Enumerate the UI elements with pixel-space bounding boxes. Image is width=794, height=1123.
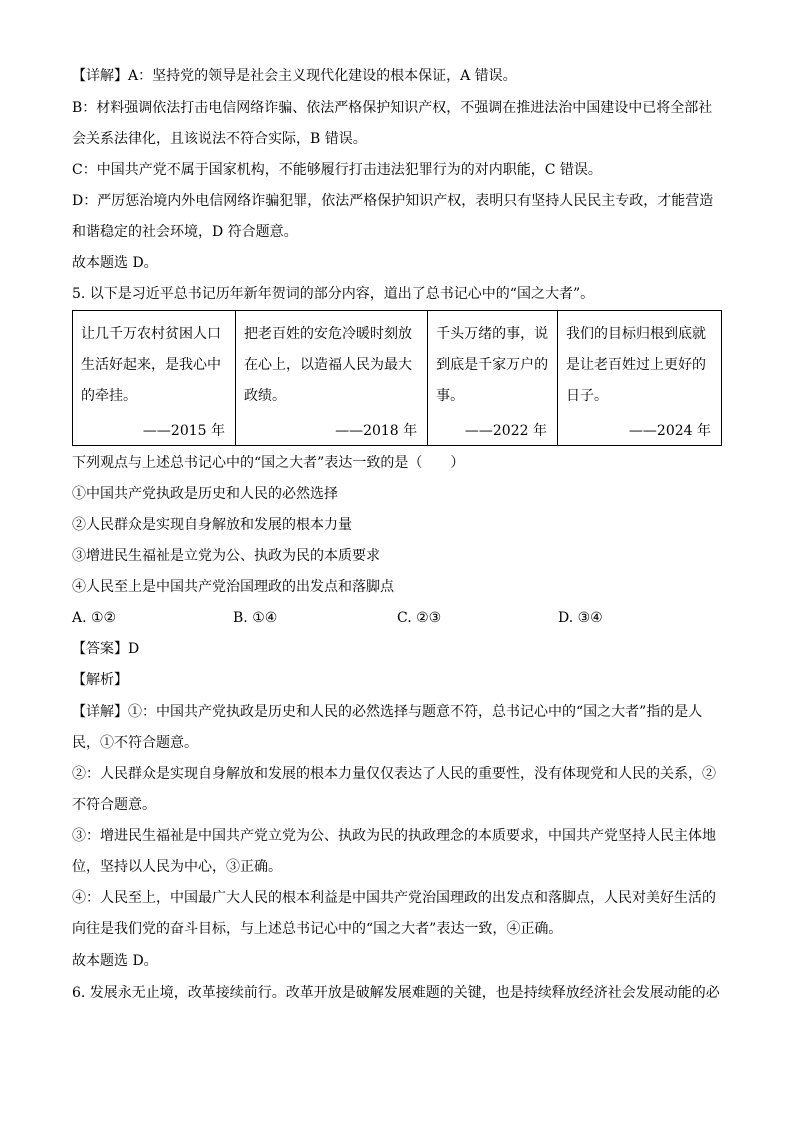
quote-line: 千头万绪的事，说 (436, 326, 549, 342)
question-prompt: 下列观点与上述总书记心中的“国之大者”表达一致的是（ ） (72, 455, 465, 471)
explanation-line: 和谐稳定的社会环境，D 符合题意。 (72, 224, 298, 240)
quote-line: 是让老百姓过上更好的 (565, 357, 706, 373)
conclusion-line: 故本题选 D。 (72, 255, 158, 271)
quote-year: ——2015 年 (142, 423, 225, 439)
quote-line: 事。 (436, 388, 465, 404)
quote-line: 政绩。 (244, 388, 286, 404)
explanation-line: 【详解】A：坚持党的领导是社会主义现代化建设的根本保证，A 错误。 (72, 68, 517, 84)
quote-line: 到底是千家万户的 (436, 357, 549, 373)
quote-line: 生活好起来，是我心中 (81, 357, 221, 373)
explanation-line: B：材料强调依法打击电信网络诈骗、依法严格保护知识产权，不强调在推进法治中国建设中已将全部社 (72, 100, 713, 116)
quote-line: 在心上，以造福人民为最大 (244, 357, 412, 373)
option-c: C. ②③ (397, 610, 442, 626)
explanation-line: 不符合题意。 (72, 797, 156, 813)
explanation-line: ③：增进民生福祉是中国共产党立党为公、执政为民的执政理念的本质要求，中国共产党坚持人民主体地 (72, 828, 716, 844)
explanation-line: D：严厉惩治境内外电信网络诈骗犯罪，依法严格保护知识产权，表明只有坚持人民民主专政，才能营造 (72, 193, 714, 209)
statement-line: ②人民群众是实现自身解放和发展的根本力量 (72, 517, 352, 533)
statement-line: ①中国共产党执政是历史和人民的必然选择 (72, 486, 338, 502)
quote-year: ——2022 年 (464, 423, 547, 439)
explanation-line: 民，①不符合题意。 (72, 735, 198, 751)
answer-label: 【答案】D (72, 641, 140, 657)
option-d: D. ③④ (558, 610, 603, 626)
quote-year: ——2024 年 (628, 423, 711, 439)
quote-cell (557, 311, 721, 446)
question-6-stem: 6. 发展永无止境，改革接续前行。改革开放是破解发展难题的关键，也是持续释放经济社会发展动能的必 (72, 985, 720, 1001)
explanation-line: ④：人民至上，中国最广大人民的根本利益是中国共产党治国理政的出发点和落脚点，人民对美好生活的 (72, 890, 716, 906)
option-a: A. ①② (72, 610, 117, 626)
question-stem: 5. 以下是习近平总书记历年新年贺词的部分内容，道出了总书记心中的“国之大者”。 (72, 286, 595, 302)
quote-cell (73, 311, 236, 446)
quote-line: 让几千万农村贫困人口 (81, 326, 221, 342)
conclusion-line: 故本题选 D。 (72, 953, 158, 969)
quote-line: 的牵挂。 (81, 388, 137, 404)
explanation-line: 位，坚持以人民为中心，③正确。 (72, 859, 282, 875)
quote-cell (428, 311, 558, 446)
explanation-line: C：中国共产党不属于国家机构，不能够履行打击违法犯罪行为的对内职能，C 错误。 (72, 162, 602, 178)
quote-cell (236, 311, 428, 446)
explanation-line: 向往是我们党的奋斗目标，与上述总书记心中的“国之大者”表达一致，④正确。 (72, 921, 563, 937)
quotes-table (72, 310, 722, 446)
answer-options (72, 608, 722, 628)
quote-year: ——2018 年 (335, 423, 418, 439)
quote-line: 日子。 (565, 388, 608, 404)
explanation-line: 【详解】①：中国共产党执政是历史和人民的必然选择与题意不符，总书记心中的“国之大者”指的是人 (72, 704, 703, 720)
quote-line: 我们的目标归根到底就 (565, 326, 706, 342)
explanation-line: ②：人民群众是实现自身解放和发展的根本力量仅仅表达了人民的重要性，没有体现党和人民的关系，② (72, 766, 716, 782)
statement-line: ③增进民生福祉是立党为公、执政为民的本质要求 (72, 548, 380, 564)
statement-line: ④人民至上是中国共产党治国理政的出发点和落脚点 (72, 579, 394, 595)
explanation-line: 会关系法律化，且该说法不符合实际，B 错误。 (72, 131, 367, 147)
option-b: B. ①④ (233, 610, 278, 626)
quote-line: 把老百姓的安危冷暖时刻放 (244, 326, 412, 342)
analysis-header: 【解析】 (72, 672, 128, 688)
